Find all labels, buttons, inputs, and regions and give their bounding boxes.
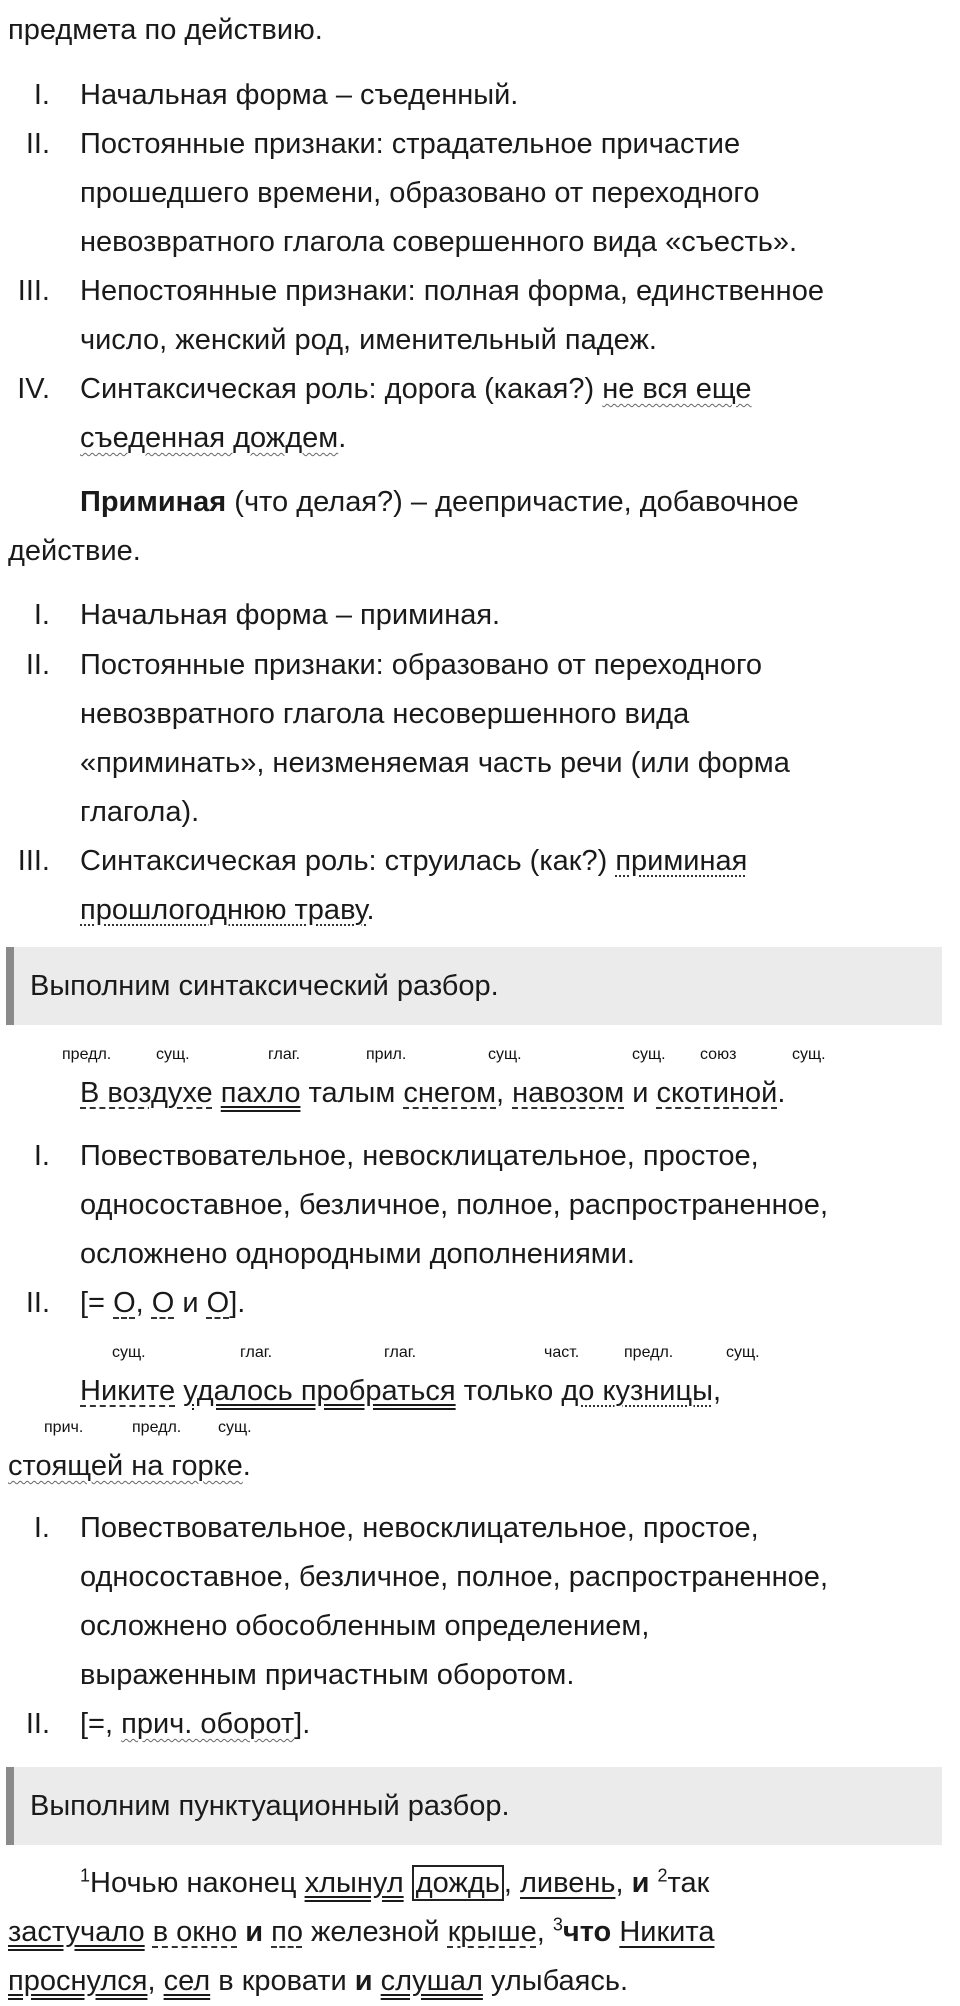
sentence-member: крыше [447, 1916, 537, 1948]
pos-label: част. [544, 1344, 580, 1361]
sentence-scheme [80, 1278, 245, 1328]
sentence-member: в окно [152, 1916, 238, 1948]
pos-label: сущ. [792, 1046, 826, 1063]
list-text [80, 364, 752, 414]
subject: дождь [412, 1865, 504, 1901]
plain-text [237, 1916, 245, 1948]
list-text: невозвратного глагола несовершенного вида [80, 698, 690, 730]
sentence-scheme [80, 1699, 310, 1749]
list-number: III. [17, 845, 50, 877]
sentence-member: скотиной [656, 1077, 778, 1109]
list-text: выраженным причастным оборотом. [80, 1659, 575, 1691]
predicate: сел [163, 1965, 211, 1997]
list-text: Повествовательное, невосклицательное, простое, [80, 1512, 759, 1544]
list-text [80, 885, 375, 935]
pos-label: сущ. [218, 1419, 252, 1436]
list-number: I. [33, 599, 50, 631]
example-sentence [8, 1441, 251, 1491]
underlined-phrase: приминая [615, 845, 748, 877]
predicate: пахло [220, 1077, 301, 1109]
plain-text: ]. [294, 1708, 311, 1740]
section-header-syntax: Выполним синтаксический разбор. [6, 947, 942, 1025]
pos-label: сущ. [632, 1046, 666, 1063]
plain-text: [=, [80, 1708, 122, 1740]
list-text: Начальная форма – приминая. [80, 599, 501, 631]
plain-text: Ночью наконец [90, 1867, 305, 1899]
list-number: I. [33, 1512, 50, 1544]
list-number: II. [25, 1287, 50, 1319]
list-text: Начальная форма – съеденный. [80, 79, 519, 111]
pos-label: союз [700, 1046, 737, 1063]
predicate: удалось пробраться [183, 1375, 456, 1407]
list-number: IV. [17, 373, 50, 405]
participle-phrase: стоящей на горке [8, 1450, 243, 1482]
section-header-punctuation: Выполним пунктуационный разбор. [6, 1767, 942, 1845]
conjunction: что [562, 1916, 612, 1948]
list-number: II. [25, 649, 50, 681]
paragraph-line: действие. [8, 535, 141, 567]
list-text: глагола). [80, 796, 200, 828]
underlined-phrase: не вся еще [602, 373, 752, 405]
underlined-phrase: прошлогоднюю траву [80, 894, 367, 926]
example-sentence [8, 1956, 628, 2006]
list-text: Повествовательное, невосклицательное, простое, [80, 1140, 759, 1172]
plain-text: . [777, 1077, 786, 1109]
plain-text: и [174, 1287, 207, 1319]
plain-text: [= [80, 1287, 114, 1319]
plain-text [404, 1867, 412, 1899]
pos-label: предл. [132, 1419, 182, 1436]
list-text: невозвратного глагола совершенного вида «съесть». [80, 226, 798, 258]
plain-text: , [496, 1077, 513, 1109]
scheme-member: О [151, 1287, 175, 1319]
sentence-member: навозом [512, 1077, 625, 1109]
plain-text: , [135, 1287, 152, 1319]
pos-label: глаг. [240, 1344, 273, 1361]
clause-number: 3 [552, 1914, 563, 1935]
list-text: прошедшего времени, образовано от переходного [80, 177, 760, 209]
pos-label: прил. [366, 1046, 407, 1063]
plain-text: . [366, 894, 375, 926]
predicate: хлынул [304, 1867, 404, 1899]
scheme-member: О [206, 1287, 230, 1319]
plain-text: . [338, 422, 347, 454]
sentence-member: Никите [80, 1375, 176, 1407]
list-number: I. [33, 79, 50, 111]
sentence-member: снегом [403, 1077, 497, 1109]
pos-label: прич. [44, 1419, 84, 1436]
plain-text [263, 1916, 271, 1948]
predicate: застучало [8, 1916, 145, 1948]
pos-label: сущ. [726, 1344, 760, 1361]
list-text: односоставное, безличное, полное, распространенное, [80, 1561, 828, 1593]
list-text: Непостоянные признаки: полная форма, единственное [80, 275, 824, 307]
list-text: осложнено однородными дополнениями. [80, 1238, 635, 1270]
list-text: Постоянные признаки: образовано от переходного [80, 649, 763, 681]
sentence-member: до кузницы [561, 1375, 713, 1407]
subject: Никита [619, 1916, 715, 1948]
plain-text: Синтаксическая роль: дорога (какая?) [80, 373, 603, 405]
subject: ливень [520, 1867, 616, 1899]
plain-text: так [667, 1867, 710, 1899]
list-text [80, 413, 346, 463]
list-text [80, 836, 747, 886]
predicate: слушал [380, 1965, 483, 1997]
plain-text: улыбаясь. [482, 1965, 629, 1997]
plain-text: только [455, 1375, 562, 1407]
list-text: односоставное, безличное, полное, распространенное, [80, 1189, 828, 1221]
clause-number: 1 [80, 1865, 91, 1886]
list-number: II. [25, 128, 50, 160]
plain-text: и [624, 1077, 657, 1109]
plain-text: , [147, 1965, 164, 1997]
plain-text [373, 1965, 381, 1997]
sentence-member: по [271, 1916, 303, 1948]
scheme-member: прич. оборот [121, 1708, 295, 1740]
list-number: III. [17, 275, 50, 307]
conjunction: и [631, 1867, 650, 1899]
example-sentence [80, 1858, 709, 1908]
example-sentence [80, 1366, 721, 1416]
pos-label: предл. [62, 1046, 112, 1063]
plain-text: железной [302, 1916, 448, 1948]
pos-label: сущ. [488, 1046, 522, 1063]
plain-text: , [712, 1375, 721, 1407]
predicate: проснулся [8, 1965, 148, 1997]
example-sentence [80, 1068, 785, 1118]
conjunction: и [245, 1916, 264, 1948]
plain-text: в кровати [210, 1965, 355, 1997]
plain-text [175, 1375, 183, 1407]
conjunction: и [354, 1965, 373, 1997]
paragraph-line [80, 477, 799, 527]
plain-text: , [615, 1867, 632, 1899]
underlined-phrase: съеденная дождем [80, 422, 339, 454]
plain-text: . [242, 1450, 251, 1482]
plain-text: , [503, 1867, 520, 1899]
plain-text: талым [300, 1077, 404, 1109]
pos-label: сущ. [156, 1046, 190, 1063]
pos-label: предл. [624, 1344, 674, 1361]
pos-label: глаг. [384, 1344, 417, 1361]
plain-text: ]. [229, 1287, 246, 1319]
paragraph-line: предмета по действию. [8, 14, 323, 46]
plain-text: (что делая?) – деепричастие, добавочное [226, 486, 799, 518]
list-number: II. [25, 1708, 50, 1740]
list-text: осложнено обособленным определением, [80, 1610, 650, 1642]
list-text: число, женский род, именительный падеж. [80, 324, 657, 356]
list-number: I. [33, 1140, 50, 1172]
example-sentence [8, 1907, 714, 1957]
list-text: «приминать», неизменяемая часть речи (или форма [80, 747, 790, 779]
pos-label: глаг. [268, 1046, 301, 1063]
scheme-member: О [113, 1287, 136, 1319]
bold-word: Приминая [80, 486, 227, 518]
plain-text: Синтаксическая роль: струилась (как?) [80, 845, 616, 877]
plain-text [145, 1916, 153, 1948]
clause-number: 2 [657, 1865, 668, 1886]
plain-text: , [536, 1916, 553, 1948]
sentence-member: В воздухе [80, 1077, 213, 1109]
pos-label: сущ. [112, 1344, 146, 1361]
list-text: Постоянные признаки: страдательное причастие [80, 128, 741, 160]
